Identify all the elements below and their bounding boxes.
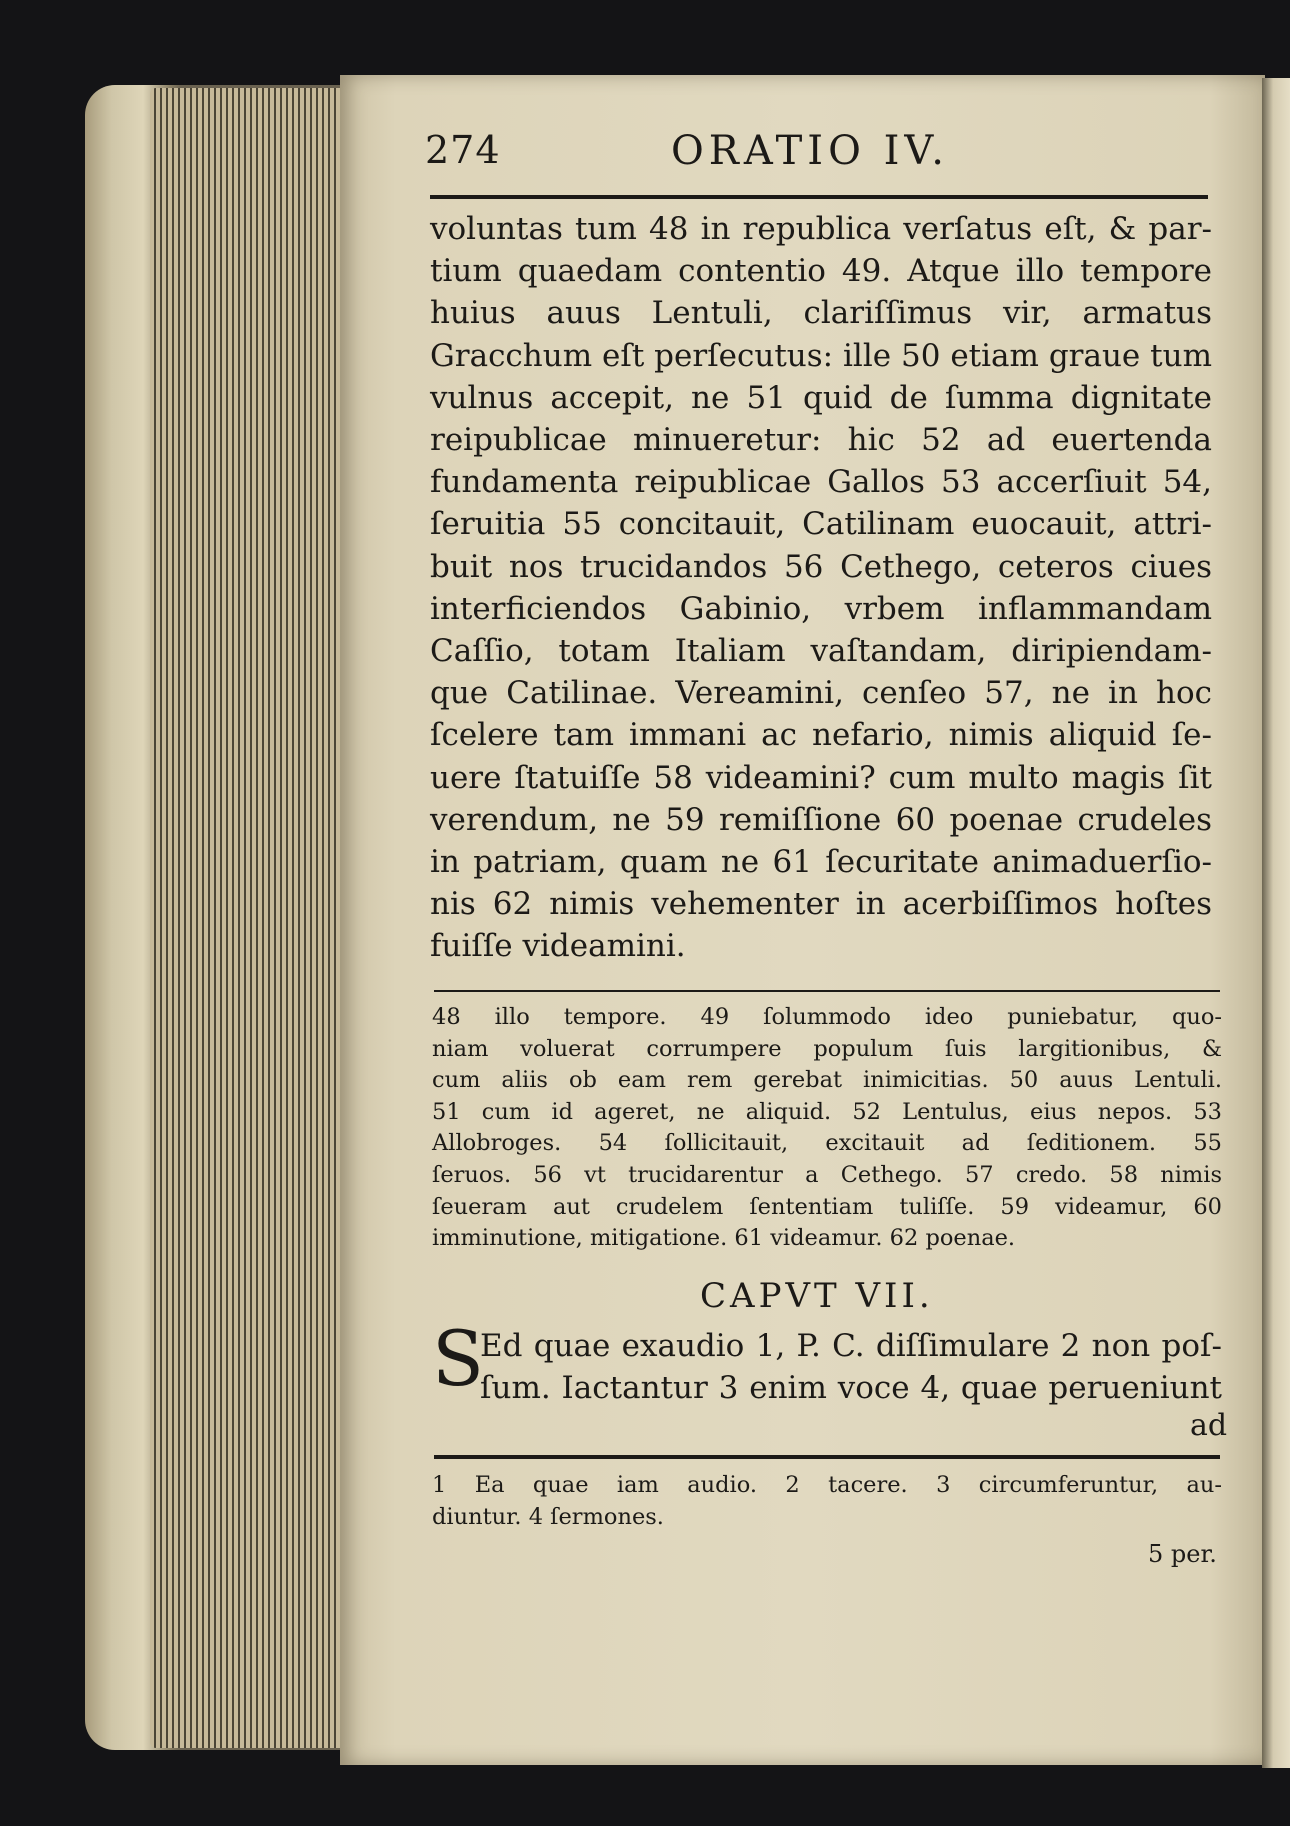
running-title: ORATIO IV.: [671, 128, 950, 174]
notes-rule: [434, 990, 1220, 992]
page-header: [425, 128, 1205, 188]
chapter-text: [480, 1325, 1222, 1409]
footnote-line: Allobroges. 54 ſollicitauit, excitauit ad ſeditionem. 55: [432, 1130, 1222, 1157]
header-rule: [430, 195, 1208, 199]
footnote-line: 51 cum id ageret, ne aliquid. 52 Lentulus, eius nepos. 53: [432, 1098, 1222, 1125]
footnote-line: ſeueram aut crudelem ſententiam tuliſſe. 59 videamur, 60: [432, 1193, 1222, 1220]
text-line: ſum. Iactantur 3 enim voce 4, quae perueniunt: [480, 1370, 1222, 1407]
text-line: voluntas tum 48 in republica verſatus eſt, & par-: [430, 211, 1212, 247]
text-line: fundamenta reipublicae Gallos 53 accerſiuit 54,: [430, 464, 1212, 501]
footnote-line: 48 illo tempore. 49 ſolummodo ideo puniebatur, quo-: [432, 1004, 1222, 1030]
text-line: tium quaedam contentio 49. Atque illo tempore: [430, 253, 1212, 290]
text-line: verendum, ne 59 remiſſione 60 poenae crudeles: [430, 801, 1212, 838]
footnotes: [432, 1002, 1222, 1255]
text-line: in patriam, quam ne 61 ſecuritate animaduerſio-: [430, 844, 1212, 881]
text-line: que Catilinae. Vereamini, cenſeo 57, ne in hoc: [430, 675, 1212, 712]
text-line: ſeruitia 55 concitauit, Catilinam euocauit, attri-: [430, 506, 1212, 543]
text-line: huius auus Lentuli, clariſſimus vir, armatus: [430, 295, 1212, 332]
footnotes-chapter: [432, 1470, 1222, 1533]
text-line: ſcelere tam immani ac nefario, nimis aliquid ſe-: [430, 717, 1212, 754]
text-line: uere ſtatuiſſe 58 videamini? cum multo magis ſit: [430, 759, 1212, 796]
text-line: Caſſio, totam Italiam vaſtandam, diripiendam-: [430, 633, 1212, 670]
page-number: 274: [425, 128, 501, 172]
footnote-line: imminutione, mitigatione. 61 videamur. 62 poenae.: [432, 1225, 1016, 1252]
footnote-line: diuntur. 4 ſermones.: [432, 1503, 664, 1530]
chapter-heading: CAPVT VII.: [700, 1276, 934, 1316]
notes2-rule: [434, 1455, 1220, 1459]
footnote-line: ſeruos. 56 vt trucidarentur a Cethego. 57 credo. 58 nimis: [432, 1161, 1222, 1188]
text-line: Gracchum eſt perſecutus: ille 50 etiam graue tum: [430, 337, 1212, 374]
page-edges: [150, 88, 350, 1748]
footnote-line: niam voluerat corrumpere populum ſuis largitionibus, &: [432, 1035, 1222, 1062]
next-page-edge: [1262, 78, 1290, 1768]
text-line: fuiſſe videamini.: [430, 928, 686, 965]
text-line: vulnus accepit, ne 51 quid de ſumma dignitate: [430, 379, 1212, 416]
text-line: reipublicae minueretur: hic 52 ad euertenda: [430, 422, 1212, 459]
text-line: interficiendos Gabinio, vrbem inflammandam: [430, 590, 1212, 627]
catchword: ad: [1190, 1408, 1228, 1443]
main-text: [430, 208, 1212, 968]
footnote-line: cum aliis ob eam rem gerebat inimicitias. 50 auus Lentuli.: [432, 1067, 1222, 1094]
signature-mark: 5 per.: [1148, 1540, 1217, 1568]
text-line: buit nos trucidandos 56 Cethego, ceteros ciues: [430, 548, 1212, 585]
text-line: nis 62 nimis vehementer in acerbiſſimos hoſtes: [430, 886, 1212, 923]
footnote-line: 1 Ea quae iam audio. 2 tacere. 3 circumferuntur, au-: [432, 1472, 1222, 1498]
text-line: Ed quae exaudio 1, P. C. diſſimulare 2 non poſ-: [480, 1328, 1222, 1364]
drop-capital: S: [432, 1314, 485, 1403]
